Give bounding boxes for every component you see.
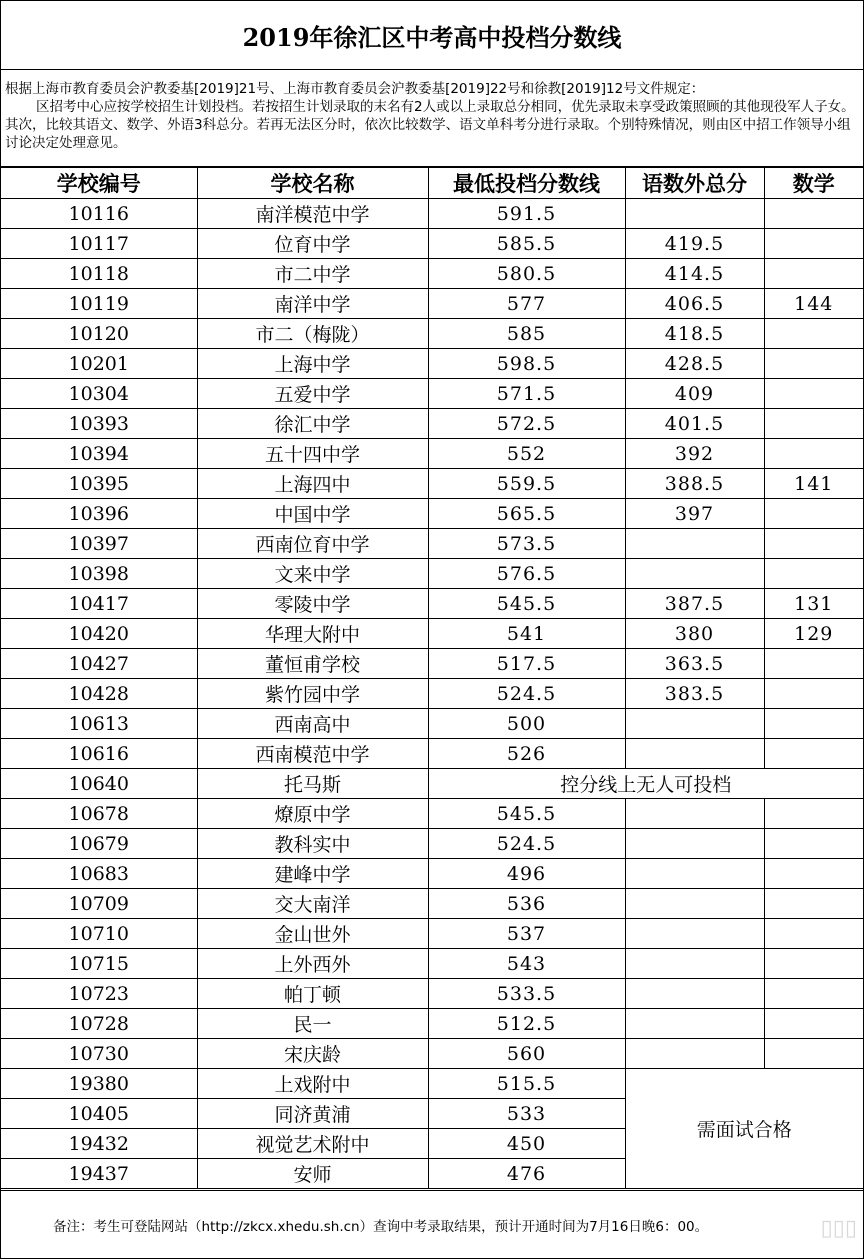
math-score: [764, 229, 863, 259]
math-score: [764, 409, 863, 439]
min-score: 598.5: [428, 349, 625, 379]
school-name: 宋庆龄: [197, 1039, 428, 1069]
min-score: 541: [428, 619, 625, 649]
table-row: [1, 499, 863, 529]
min-score: 545.5: [428, 799, 625, 829]
min-score: 559.5: [428, 469, 625, 499]
min-score: 537: [428, 919, 625, 949]
school-name: 上海四中: [197, 469, 428, 499]
school-code: 10728: [1, 1009, 197, 1039]
table-row: [1, 949, 863, 979]
school-name: 上海中学: [197, 349, 428, 379]
core-total: [625, 1009, 764, 1039]
core-total: [625, 529, 764, 559]
school-name: 市二中学: [197, 259, 428, 289]
min-score: 496: [428, 859, 625, 889]
school-code: 10397: [1, 529, 197, 559]
school-name: 建峰中学: [197, 859, 428, 889]
table-row: [1, 1039, 863, 1069]
school-name: 南洋中学: [197, 289, 428, 319]
core-total: 418.5: [625, 319, 764, 349]
math-score: [764, 559, 863, 589]
min-score: 524.5: [428, 679, 625, 709]
school-name: 华理大附中: [197, 619, 428, 649]
table-row: [1, 979, 863, 1009]
school-name: 同济黄浦: [197, 1099, 428, 1129]
page-title: 2019年徐汇区中考高中投档分数线: [1, 1, 863, 70]
table-row: [1, 1009, 863, 1039]
math-score: [764, 319, 863, 349]
min-score: 576.5: [428, 559, 625, 589]
school-name: 安师: [197, 1159, 428, 1189]
math-score: 131: [764, 589, 863, 619]
math-score: [764, 259, 863, 289]
core-total: 409: [625, 379, 764, 409]
table-row: [1, 889, 863, 919]
core-total: [625, 1039, 764, 1069]
min-score: 450: [428, 1129, 625, 1159]
core-total: 387.5: [625, 589, 764, 619]
min-score: 524.5: [428, 829, 625, 859]
school-name: 上戏附中: [197, 1069, 428, 1099]
min-score: 580.5: [428, 259, 625, 289]
school-code: 10420: [1, 619, 197, 649]
school-name: 中国中学: [197, 499, 428, 529]
min-score: 512.5: [428, 1009, 625, 1039]
core-total: 383.5: [625, 679, 764, 709]
min-score: 517.5: [428, 649, 625, 679]
school-code: 10201: [1, 349, 197, 379]
min-score: 585.5: [428, 229, 625, 259]
school-name: 位育中学: [197, 229, 428, 259]
math-score: [764, 499, 863, 529]
school-code: 10710: [1, 919, 197, 949]
table-row: [1, 559, 863, 589]
school-code: 10427: [1, 649, 197, 679]
school-name: 帕丁顿: [197, 979, 428, 1009]
school-name: 五十四中学: [197, 439, 428, 469]
school-code: 10393: [1, 409, 197, 439]
min-score: 500: [428, 709, 625, 739]
math-score: [764, 379, 863, 409]
math-score: [764, 889, 863, 919]
school-code: 10723: [1, 979, 197, 1009]
header-math: 数学: [764, 168, 863, 199]
header-min-score: 最低投档分数线: [428, 168, 625, 199]
min-score: 565.5: [428, 499, 625, 529]
school-name: 西南位育中学: [197, 529, 428, 559]
school-code: 10120: [1, 319, 197, 349]
school-code: 10678: [1, 799, 197, 829]
school-name: 市二（梅陇）: [197, 319, 428, 349]
math-score: [764, 439, 863, 469]
school-code: 10428: [1, 679, 197, 709]
core-total: 388.5: [625, 469, 764, 499]
school-name: 零陵中学: [197, 589, 428, 619]
math-score: [764, 799, 863, 829]
math-score: 144: [764, 289, 863, 319]
school-code: 10304: [1, 379, 197, 409]
school-name: 金山世外: [197, 919, 428, 949]
math-score: [764, 679, 863, 709]
table-row: [1, 829, 863, 859]
math-score: [764, 709, 863, 739]
core-total: [625, 919, 764, 949]
min-score: 536: [428, 889, 625, 919]
school-code: 10417: [1, 589, 197, 619]
core-total: [625, 949, 764, 979]
school-code: 10715: [1, 949, 197, 979]
header-core-total: 语数外总分: [625, 168, 764, 199]
table-row: [1, 349, 863, 379]
core-total: 414.5: [625, 259, 764, 289]
min-score: 543: [428, 949, 625, 979]
school-code: 10118: [1, 259, 197, 289]
table-row: [1, 859, 863, 889]
footer-note: 备注：考生可登陆网站（http://zkcx.xhedu.sh.cn）查询中考录取结果，预计开通时间为7月16日晚6：00。: [1, 1190, 863, 1258]
math-score: 141: [764, 469, 863, 499]
score-table: [1, 167, 863, 1189]
notice-line-1: 根据上海市教育委员会沪教委基[2019]21号、上海市教育委员会沪教委基[2019]22号和徐教[2019]12号文件规定：: [5, 81, 705, 97]
school-code: 10640: [1, 769, 197, 799]
min-score: 533: [428, 1099, 625, 1129]
table-row: [1, 409, 863, 439]
core-total: [625, 829, 764, 859]
core-total: 380: [625, 619, 764, 649]
table-row: [1, 379, 863, 409]
table-row: [1, 769, 863, 799]
min-score: 591.5: [428, 199, 625, 229]
school-name: 托马斯: [197, 769, 428, 799]
school-name: 民一: [197, 1009, 428, 1039]
min-score: 572.5: [428, 409, 625, 439]
min-score: 560: [428, 1039, 625, 1069]
school-code: 10683: [1, 859, 197, 889]
school-name: 教科实中: [197, 829, 428, 859]
table-row: [1, 619, 863, 649]
school-code: 19432: [1, 1129, 197, 1159]
interview-note: 需面试合格: [625, 1069, 863, 1189]
table-row: [1, 259, 863, 289]
table-row: [1, 589, 863, 619]
core-total: 401.5: [625, 409, 764, 439]
notice-paragraph: [1, 70, 863, 167]
math-score: [764, 529, 863, 559]
school-name: 紫竹园中学: [197, 679, 428, 709]
school-name: 西南模范中学: [197, 739, 428, 769]
school-name: 文来中学: [197, 559, 428, 589]
school-name: 董恒甫学校: [197, 649, 428, 679]
watermark-logo: ▯▯▯: [820, 1215, 857, 1241]
table-row: [1, 1069, 863, 1099]
min-score: 573.5: [428, 529, 625, 559]
core-total: [625, 799, 764, 829]
math-score: [764, 1009, 863, 1039]
table-row: [1, 199, 863, 229]
notice-line-2: 区招考中心应按学校招生计划投档。若按招生计划录取的末名有2人或以上录取总分相同，优先录取未享受政策照顾的其他现役军人子女。其次，比较其语文、数学、外语3科总分。若再无法区分时，依次比较数学、语文单科考分进行录取。个别特殊情况，则由区中招工作领导小组讨论决定处理意见。: [5, 99, 855, 151]
school-code: 10117: [1, 229, 197, 259]
table-row: [1, 469, 863, 499]
school-code: 10119: [1, 289, 197, 319]
math-score: [764, 649, 863, 679]
table-row: [1, 649, 863, 679]
header-school-name: 学校名称: [197, 168, 428, 199]
table-row: [1, 709, 863, 739]
table-row: [1, 679, 863, 709]
math-score: 129: [764, 619, 863, 649]
school-code: 10616: [1, 739, 197, 769]
min-score: 577: [428, 289, 625, 319]
table-row: [1, 229, 863, 259]
table-header-row: [1, 168, 863, 199]
table-row: [1, 529, 863, 559]
core-total: 428.5: [625, 349, 764, 379]
table-row: [1, 289, 863, 319]
min-score: 585: [428, 319, 625, 349]
school-code: 10613: [1, 709, 197, 739]
math-score: [764, 739, 863, 769]
min-score: 526: [428, 739, 625, 769]
header-school-code: 学校编号: [1, 168, 197, 199]
table-row: [1, 319, 863, 349]
core-total: 363.5: [625, 649, 764, 679]
school-code: 10395: [1, 469, 197, 499]
school-code: 10730: [1, 1039, 197, 1069]
core-total: 419.5: [625, 229, 764, 259]
core-total: [625, 199, 764, 229]
core-total: [625, 739, 764, 769]
min-score: 571.5: [428, 379, 625, 409]
school-code: 19380: [1, 1069, 197, 1099]
min-score: 533.5: [428, 979, 625, 1009]
school-code: 10116: [1, 199, 197, 229]
school-code: 10398: [1, 559, 197, 589]
school-name: 燎原中学: [197, 799, 428, 829]
school-code: 19437: [1, 1159, 197, 1189]
core-total: 406.5: [625, 289, 764, 319]
school-code: 10709: [1, 889, 197, 919]
core-total: [625, 559, 764, 589]
math-score: [764, 979, 863, 1009]
min-score: 515.5: [428, 1069, 625, 1099]
no-admission-note: 控分线上无人可投档: [428, 769, 863, 799]
core-total: [625, 859, 764, 889]
school-code: 10405: [1, 1099, 197, 1129]
min-score: 476: [428, 1159, 625, 1189]
core-total: 392: [625, 439, 764, 469]
school-name: 西南高中: [197, 709, 428, 739]
school-code: 10396: [1, 499, 197, 529]
school-name: 交大南洋: [197, 889, 428, 919]
table-row: [1, 439, 863, 469]
core-total: [625, 979, 764, 1009]
core-total: 397: [625, 499, 764, 529]
school-name: 徐汇中学: [197, 409, 428, 439]
school-name: 上外西外: [197, 949, 428, 979]
school-code: 10679: [1, 829, 197, 859]
math-score: [764, 829, 863, 859]
school-code: 10394: [1, 439, 197, 469]
min-score: 545.5: [428, 589, 625, 619]
math-score: [764, 919, 863, 949]
table-row: [1, 739, 863, 769]
school-name: 五爱中学: [197, 379, 428, 409]
core-total: [625, 889, 764, 919]
math-score: [764, 1039, 863, 1069]
table-body: [1, 199, 863, 1189]
math-score: [764, 349, 863, 379]
school-name: 视觉艺术附中: [197, 1129, 428, 1159]
table-row: [1, 919, 863, 949]
core-total: [625, 709, 764, 739]
table-row: [1, 799, 863, 829]
math-score: [764, 199, 863, 229]
min-score: 552: [428, 439, 625, 469]
school-name: 南洋模范中学: [197, 199, 428, 229]
math-score: [764, 949, 863, 979]
math-score: [764, 859, 863, 889]
